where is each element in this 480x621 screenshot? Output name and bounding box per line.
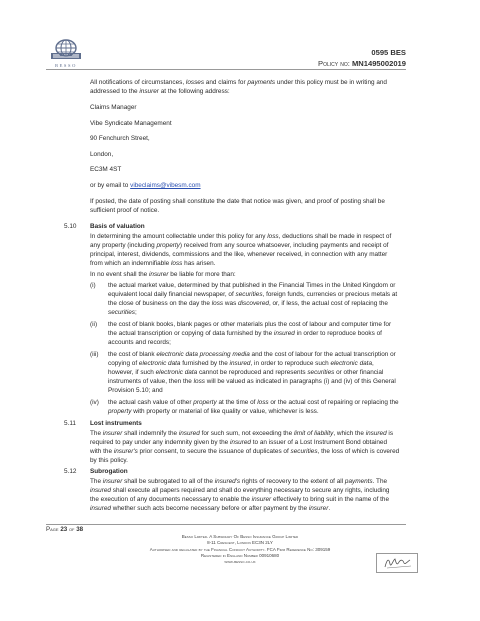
policy-number-line <box>318 59 406 70</box>
company-footer <box>120 534 360 565</box>
valuation-item: (iv) the actual cash value of other property at the time of loss or the actual cost of repairing or replacing the property with property or material of like quality or value, whichever is less. <box>90 398 399 415</box>
policy-number: MN1495002019 <box>351 58 406 68</box>
valuation-paragraph: In determining the amount collectable under this policy for any loss, deductions shall be made in respect of any property (including property) received from any source whatsoever, including payments and receipt of principal, interest, dividends, commissions and the like, whenever received, in connection with any matter from which an indemnifiable loss has arisen. <box>90 232 392 267</box>
address-line: 90 Fenchurch Street, <box>90 135 150 142</box>
email-line: or by email to vibeclaims@vibesm.com <box>90 181 201 189</box>
logo-wordmark: BESSO <box>54 63 77 68</box>
notification-intro: All notifications of circumstances, losses and claims for payments under this policy must be in writing and addressed to the insurer at the following address: <box>90 79 387 95</box>
page-number: Page 23 of 38 <box>46 526 84 533</box>
footer-website: www.besso.co.uk <box>224 559 256 565</box>
footer-divider <box>46 524 406 525</box>
lost-instruments-paragraph: The insurer shall indemnify the insured for such sum, not exceeding the limit of liability, which the insured is required to pay under any indemnity given by the insured to an issuer of a Lost Instrument Bond obtained with the insurer's prior consent, to secure the issuance of duplicates of securities, the loss of which is covered by this policy. <box>90 429 400 464</box>
document-reference <box>318 48 406 69</box>
claims-email-link[interactable]: vibeclaims@vibesm.com <box>130 181 201 189</box>
valuation-item: (ii) the cost of blank books, blank pages or other materials plus the cost of labour and computer time for the actual transcription or copying of data furnished by the insured in order to reproduce books of accounts and records; <box>90 320 392 346</box>
policy-label: Policy no: <box>318 58 350 68</box>
document-body <box>64 78 400 515</box>
section-heading-5-10: 5.10 Basis of valuation <box>64 222 145 230</box>
liability-limit-paragraph: In no event shall the insurer be liable for more than: <box>90 270 236 278</box>
footer-line: Registered in England Number 00910680 <box>200 552 280 558</box>
signature-box <box>376 553 418 573</box>
header-divider <box>46 69 406 70</box>
signature-icon <box>377 554 417 572</box>
subrogation-paragraph: The insurer shall be subrogated to all of the insured's rights of recovery to the extent of all payments. The insured shall execute all papers required and shall do everything necessary to secure any rights, including the execution of any documents necessary to enable the insurer effectively to bring suit in the name of the insured whether such acts become necessary before or after payment by the insurer. <box>90 477 390 512</box>
valuation-item: (iii) the cost of blank electronic data processing media and the cost of labour for the actual transcription or copying of electronic data furnished by the insured, in order to reproduce such electronic data, however, if such electronic data cannot be reproduced and represents securities or other financial instruments of value, then the loss will be valued as indicated in paragraphs (i) and (iv) of this General Provision 5.10; and <box>90 350 396 394</box>
posting-paragraph: If posted, the date of posting shall constitute the date that notice was given, and proof of posting shall be sufficient proof of notice. <box>90 197 385 214</box>
address-line: EC3M 4ST <box>90 166 122 173</box>
footer-line: 8-11 Crescent, London EC3N 2LY <box>207 540 273 546</box>
address-line: London, <box>90 150 114 158</box>
address-line: Vibe Syndicate Management <box>90 119 172 127</box>
valuation-item: (i) the actual market value, determined by that published in the Financial Times in the United Kingdom or equivalent local daily financial newspaper, of securities, foreign funds, currencies or precious metals at the close of business on the day the loss was discovered, or, if less, the actual cost of replacing the securities; <box>90 281 398 316</box>
section-heading-5-12: 5.12 Subrogation <box>64 467 128 475</box>
besso-logo-icon <box>48 38 84 62</box>
footer-line: Besso Limited. A Subsidiary Of Besso Insurance Group Limited <box>181 534 299 539</box>
address-line: Claims Manager <box>90 104 137 111</box>
section-heading-5-11: 5.11 Lost instruments <box>64 419 142 427</box>
document-code: 0595 BES <box>371 48 406 57</box>
footer-line: Authorised and regulated by the Financial Conduct Authority. FCA Firm Reference No: 309159 <box>149 546 331 552</box>
